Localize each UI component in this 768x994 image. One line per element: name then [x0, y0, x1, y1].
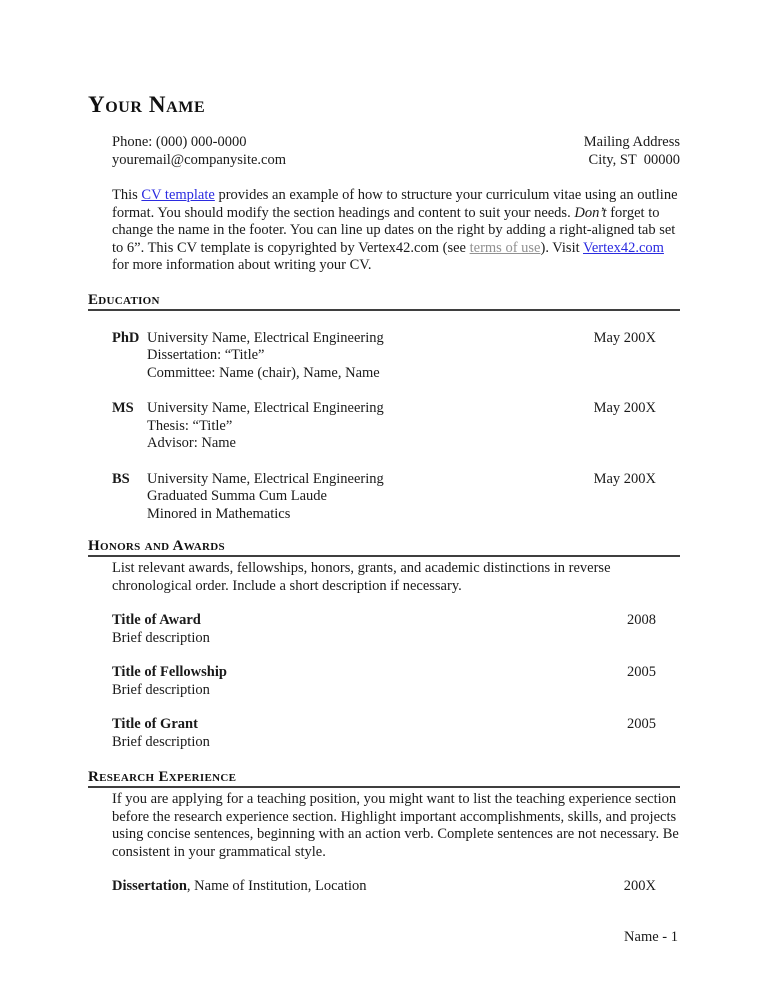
email-text: youremail@companysite.com [112, 151, 287, 168]
honors-item-award [88, 612, 680, 647]
text-segment: , Name of Institution, Location [186, 878, 367, 894]
city-state-zip-text: City, ST 00000 [588, 151, 680, 168]
grant-year: 2005 [627, 716, 656, 732]
text-segment: ). Visit [540, 239, 583, 256]
text-segment: Dissertation [112, 878, 187, 894]
institution-text: University Name, Electrical Engineering [147, 470, 384, 487]
award-year: 2008 [627, 612, 656, 628]
phone-text: Phone: (000) 000-0000 [112, 134, 247, 150]
honors-item-fellowship [88, 664, 680, 699]
education-entry-main-row [88, 330, 680, 348]
education-detail-line: Minored in Mathematics [147, 505, 291, 522]
education-heading: Education [88, 292, 680, 311]
entry-date: May 200X [593, 470, 656, 487]
vertex42-link[interactable]: Vertex42.com [583, 239, 664, 256]
research-intro-paragraph: If you are applying for a teaching position, you might want to list the teaching experience section before the research experience section. Highlight important accomplishments, skills, and projects using concise sentences, beginning with an action verb. Complete sentences are not necessary. Be consistent in your grammatical style. [112, 791, 679, 860]
text-segment: Don’t [574, 204, 607, 221]
honors-heading: Honors and Awards [88, 538, 680, 557]
grant-title: Title of Grant [112, 716, 198, 732]
terms-of-use-link[interactable]: terms of use [469, 239, 541, 256]
cv-template-link[interactable]: CV template [141, 187, 215, 203]
section-education [88, 292, 680, 524]
honors-item-grant [88, 716, 680, 751]
education-entry-main-row [88, 471, 680, 489]
text-segment: provides an example of how to structure your curriculum vitae using an outline format. You should modify the section headings and content to suit your needs. [112, 187, 678, 221]
honors-intro-paragraph: List relevant awards, fellowships, honors, grants, and academic distinctions in reverse chronological order. Include a short description if necessary. [112, 560, 611, 594]
dissertation-entry-text [112, 878, 367, 896]
contact-block [88, 134, 680, 169]
fellowship-year: 2005 [627, 664, 656, 680]
text-segment: This [112, 187, 142, 203]
grant-description: Brief description [112, 733, 210, 750]
section-honors [88, 538, 680, 751]
education-detail-line: Thesis: “Title” [147, 417, 233, 434]
entry-date: May 200X [593, 329, 656, 346]
fellowship-title: Title of Fellowship [112, 664, 227, 680]
education-detail-line: Advisor: Name [147, 435, 236, 451]
award-title: Title of Award [112, 612, 201, 628]
honors-item-row [88, 664, 680, 682]
entry-date: May 200X [593, 400, 656, 416]
degree-label: BS [112, 470, 130, 487]
contact-row-1 [88, 134, 680, 152]
education-entry-phd [88, 330, 680, 383]
text-segment: for more information about writing your CV. [112, 257, 372, 273]
education-entry-bs [88, 471, 680, 524]
award-description: Brief description [112, 629, 210, 646]
education-detail-line: Dissertation: “Title” [147, 347, 265, 363]
contact-row-2 [88, 152, 680, 170]
page-title: Your Name [88, 92, 206, 117]
degree-label: PhD [112, 329, 140, 346]
honors-item-row [88, 716, 680, 734]
education-detail-line: Committee: Name (chair), Name, Name [147, 364, 380, 381]
mailing-address-text: Mailing Address [583, 134, 680, 150]
institution-text: University Name, Electrical Engineering [147, 329, 384, 346]
cv-content [88, 0, 680, 896]
education-detail-line: Graduated Summa Cum Laude [147, 488, 327, 504]
intro-paragraph [88, 187, 680, 275]
research-entry-date: 200X [623, 878, 656, 894]
honors-item-row [88, 612, 680, 630]
research-entry-row [88, 878, 680, 896]
fellowship-description: Brief description [112, 681, 210, 698]
section-research [88, 769, 680, 896]
education-entry-ms [88, 400, 680, 453]
education-entry-main-row [88, 400, 680, 418]
page-footer: Name - 1 [624, 928, 678, 945]
text-segment: forget to change the name in the footer. You can line up dates on the right by adding a right-aligned tab set to 6”. This CV template is copyrighted by Vertex42.com (see [112, 204, 676, 256]
institution-text: University Name, Electrical Engineering [147, 400, 384, 416]
degree-label: MS [112, 400, 134, 416]
research-heading: Research Experience [88, 769, 680, 788]
